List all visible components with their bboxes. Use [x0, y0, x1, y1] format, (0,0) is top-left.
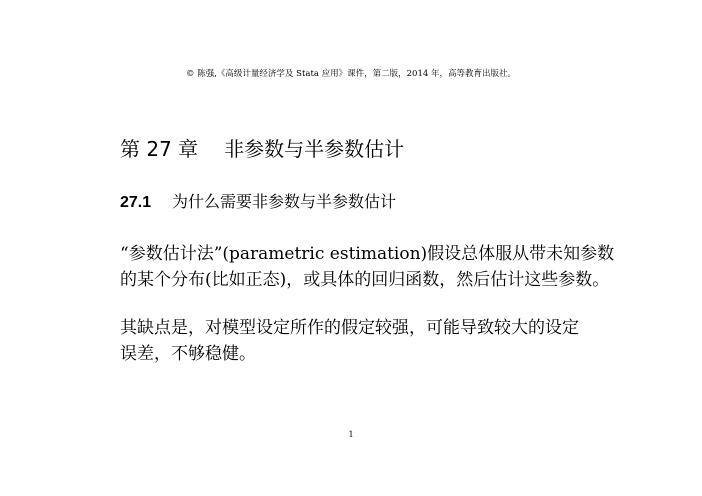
chapter-title — [120, 135, 404, 163]
section-heading — [120, 190, 396, 215]
chapter-name: 非参数与半参数估计 — [224, 137, 405, 161]
paragraph-line: 其缺点是，对模型设定所作的假定较强，可能导致较大的设定 — [120, 318, 579, 338]
paragraph-line: “参数估计法”(parametric estimation)假设总体服从带未知参数 — [120, 244, 615, 264]
section-number: 27.1 — [120, 194, 152, 211]
paragraph-line: 误差，不够稳健。 — [120, 344, 256, 364]
paragraph-parametric-estimation — [120, 241, 640, 293]
page-number: 1 — [348, 430, 354, 439]
section-title: 为什么需要非参数与半参数估计 — [172, 192, 397, 211]
paragraph-line: 的某个分布(比如正态)，或具体的回归函数，然后估计这些参数。 — [120, 270, 610, 290]
paragraph-drawbacks — [120, 315, 640, 367]
copyright-notice: © 陈强,《高级计量经济学及 Stata 应用》课件，第二版，2014 年，高等教育出版社。 — [186, 69, 516, 79]
chapter-number: 第 27 章 — [120, 137, 199, 161]
